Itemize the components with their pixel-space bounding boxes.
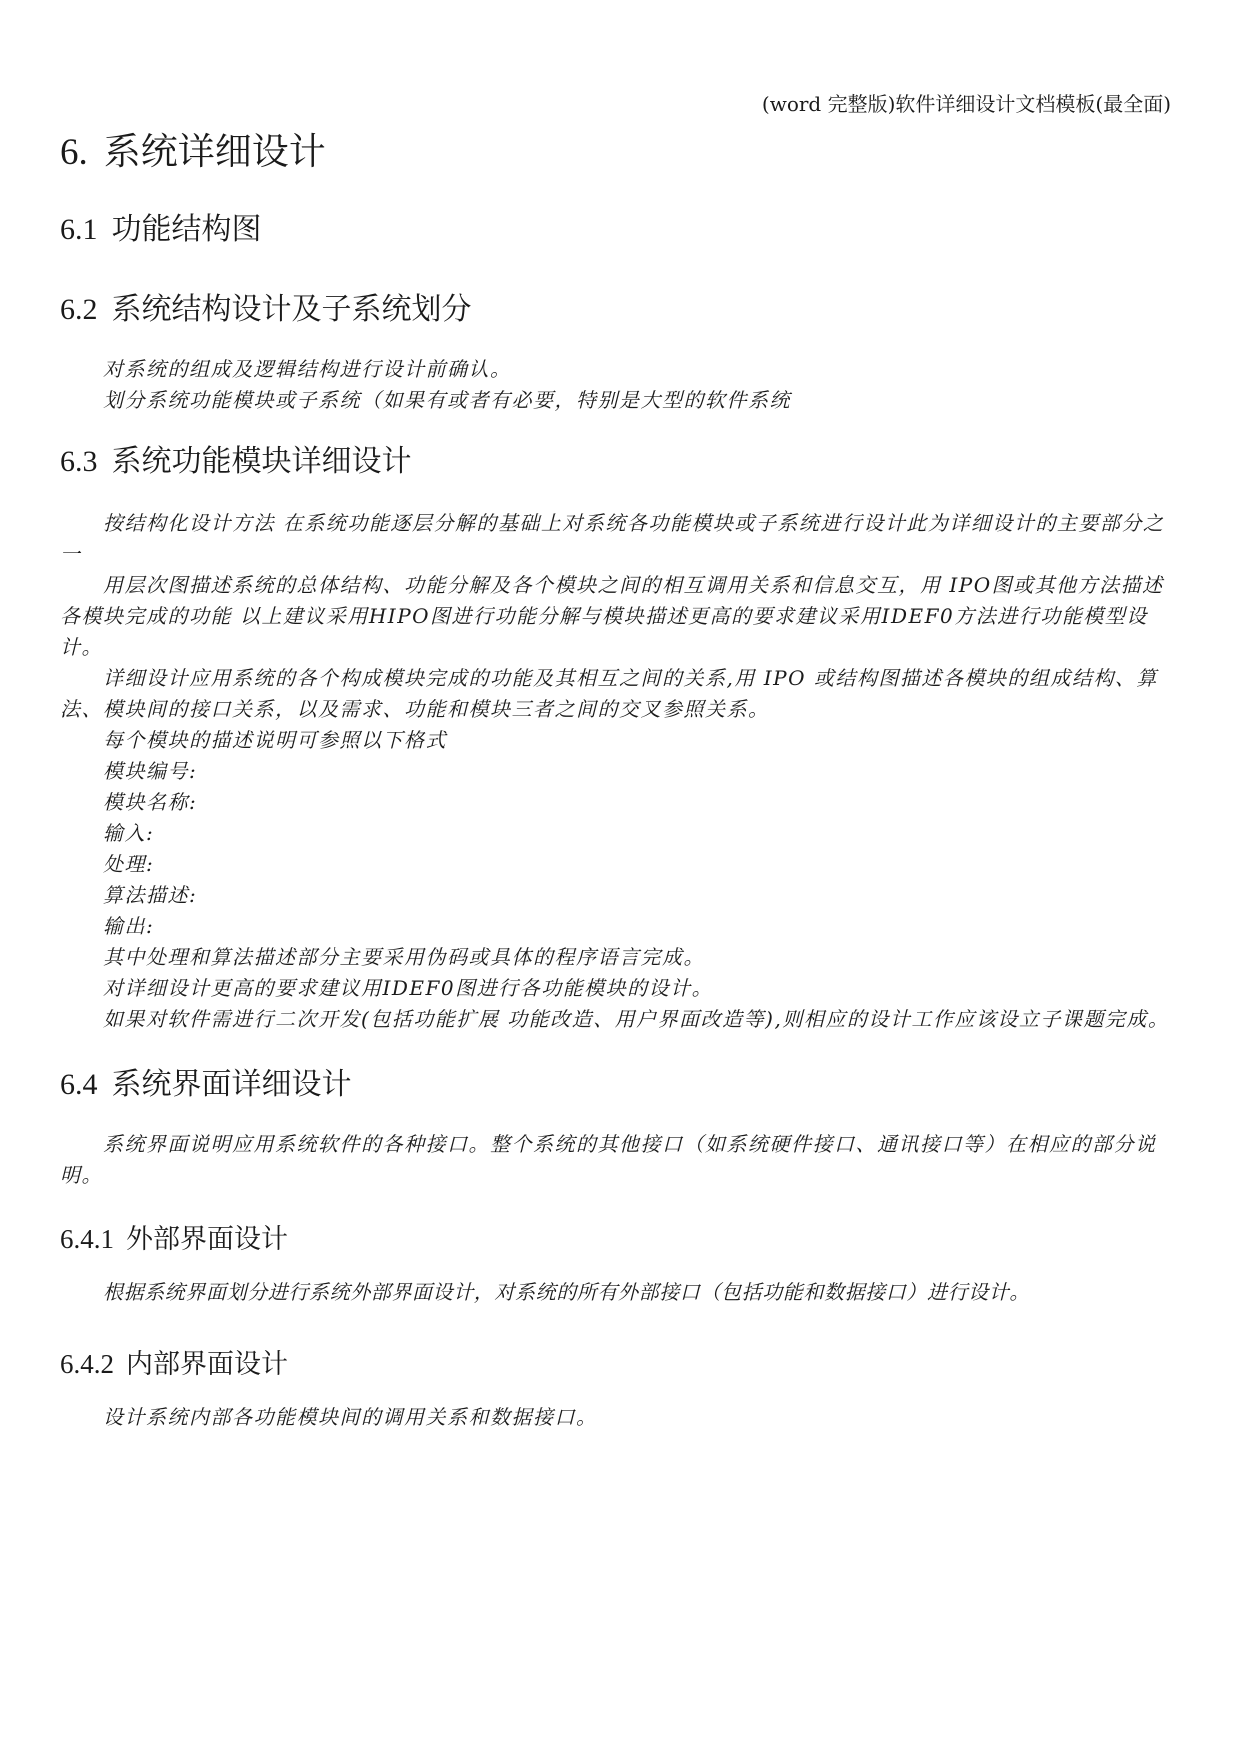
document-body (60, 124, 1185, 1433)
heading-section-6-3 (60, 438, 1185, 486)
paragraph: 用层次图描述系统的总体结构、功能分解及各个模块之间的相互调用关系和信息交互，用 IPO图或其他方法描述各模块完成的功能 以上建议采用HIPO图进行功能分解与模块描述更高的要求建议采用IDEF0方法进行功能模型设计。 (60, 573, 1164, 659)
paragraph: 系统界面说明应用系统软件的各种接口。整个系统的其他接口（如系统硬件接口、通讯接口等）在相应的部分说明。 (60, 1132, 1157, 1187)
format-item-algorithm: 算法描述: (103, 883, 198, 907)
heading-number: 6.1 (60, 213, 98, 246)
format-item-module-number: 模块编号: (103, 759, 198, 783)
heading-title: 外部界面设计 (126, 1224, 288, 1255)
heading-section-6-1 (60, 206, 1185, 254)
paragraph: 详细设计应用系统的各个构成模块完成的功能及其相互之间的关系,用 IPO 或结构图描述各模块的组成结构、算法、模块间的接口关系，以及需求、功能和模块三者之间的交叉参照关系。 (60, 666, 1158, 721)
format-item-processing: 处理: (103, 852, 155, 876)
heading-section-6-4-1 (60, 1217, 1185, 1261)
format-item-module-name: 模块名称: (103, 790, 198, 814)
heading-number: 6.4.1 (60, 1224, 114, 1254)
paragraph: 对详细设计更高的要求建议用IDEF0图进行各功能模块的设计。 (103, 976, 714, 1000)
heading-title: 系统功能模块详细设计 (111, 444, 412, 479)
heading-section-6-2 (60, 286, 1185, 334)
format-item-input: 输入: (103, 821, 155, 845)
heading-number: 6. (60, 132, 88, 173)
heading-section-6-4-2 (60, 1342, 1185, 1386)
heading-title: 系统界面详细设计 (111, 1067, 352, 1102)
heading-title: 内部界面设计 (126, 1349, 288, 1380)
paragraph: 按结构化设计方法 在系统功能逐层分解的基础上对系统各功能模块或子系统进行设计此为详细设计的主要部分之一 (60, 511, 1165, 566)
format-intro: 每个模块的描述说明可参照以下格式 (103, 728, 447, 752)
heading-number: 6.2 (60, 293, 98, 326)
paragraph: 设计系统内部各功能模块间的调用关系和数据接口。 (103, 1405, 598, 1429)
paragraph: 根据系统界面划分进行系统外部界面设计，对系统的所有外部接口（包括功能和数据接口）进行设计。 (103, 1280, 1030, 1304)
paragraph: 对系统的组成及逻辑结构进行设计前确认。 (103, 357, 512, 381)
paragraph: 其中处理和算法描述部分主要采用伪码或具体的程序语言完成。 (103, 945, 705, 969)
paragraph: 划分系统功能模块或子系统（如果有或者有必要，特别是大型的软件系统 (103, 388, 791, 412)
format-item-output: 输出: (103, 914, 155, 938)
heading-title: 功能结构图 (111, 212, 262, 247)
heading-number: 6.4 (60, 1068, 98, 1101)
heading-title: 系统结构设计及子系统划分 (111, 292, 472, 327)
paragraph: 如果对软件需进行二次开发(包括功能扩展 功能改造、用户界面改造等),则相应的设计工作应该设立子课题完成。 (103, 1007, 1170, 1031)
heading-number: 6.4.2 (60, 1349, 114, 1379)
running-header: (word 完整版)软件详细设计文档模板(最全面) (761, 92, 1171, 116)
heading-section-6 (60, 124, 1185, 180)
heading-section-6-4 (60, 1061, 1185, 1109)
heading-number: 6.3 (60, 445, 98, 478)
heading-title: 系统详细设计 (103, 130, 326, 173)
